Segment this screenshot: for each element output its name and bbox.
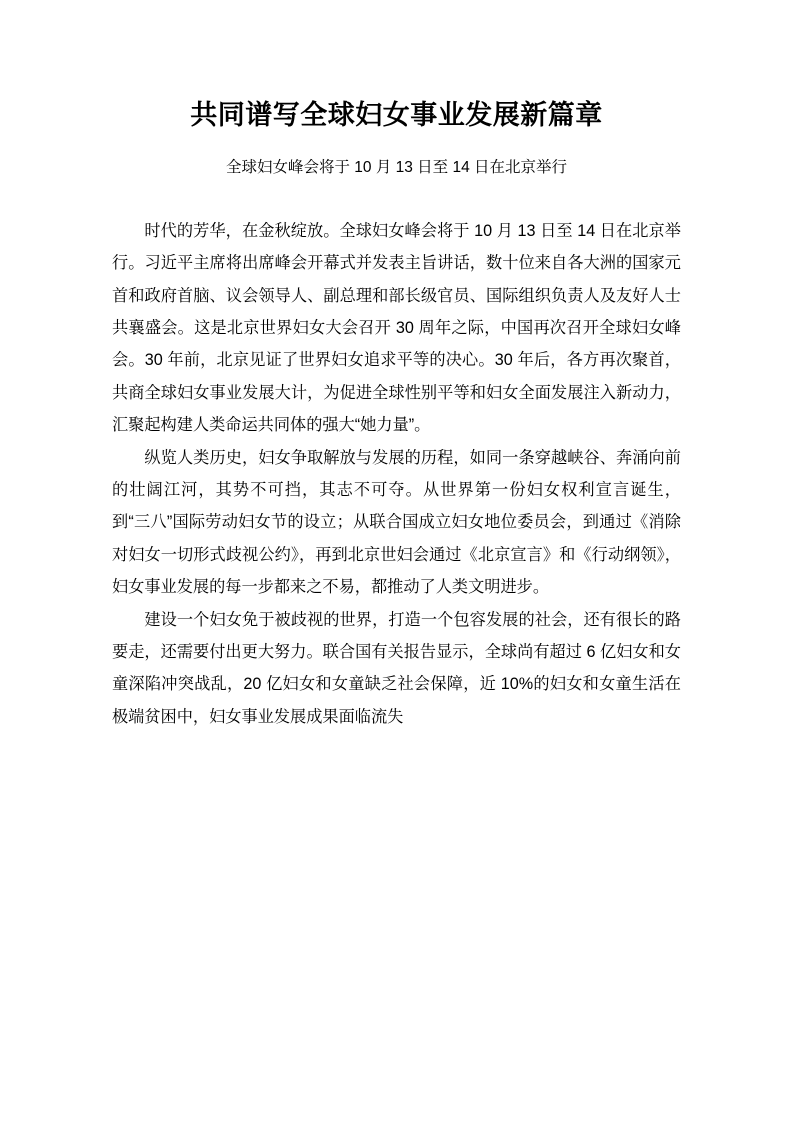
page-title: 共同谱写全球妇女事业发展新篇章 bbox=[190, 100, 603, 130]
body-paragraph: 纵览人类历史，妇女争取解放与发展的历程，如同一条穿越峡谷、奔涌向前的壮阔江河，其势不可挡，其志不可夺。从世界第一份妇女权利宣言诞生，到“三八”国际劳动妇女节的设立；从联合国成立妇女地位委员会，到通过《消除对妇女一切形式歧视公约》，再到北京世妇会通过《北京宣言》和《行动纲领》，妇女事业发展的每一步都来之不易，都推动了人类文明进步。 bbox=[112, 448, 681, 597]
body-paragraph: 建设一个妇女免于被歧视的世界，打造一个包容发展的社会，还有很长的路要走，还需要付出更大努力。联合国有关报告显示，全球尚有超过 6 亿妇女和女童深陷冲突战乱，20 亿妇女和女童缺乏社会保障，近 10%的妇女和女童生活在极端贫困中，妇女事业发展成果面临流失 bbox=[112, 610, 681, 726]
body-paragraph: 时代的芳华，在金秋绽放。全球妇女峰会将于 10 月 13 日至 14 日在北京举行。习近平主席将出席峰会开幕式并发表主旨讲话，数十位来自各大洲的国家元首和政府首脑、议会领导人、副总理和部长级官员、国际组织负责人及友好人士共襄盛会。这是北京世界妇女大会召开 30 周年之际，中国再次召开全球妇女峰会。30 年前，北京见证了世界妇女追求平等的决心。30 年后，各方再次聚首，共商全球妇女事业发展大计，为促进全球性别平等和妇女全面发展注入新动力，汇聚起构建人类命运共同体的强大“她力量”。 bbox=[112, 221, 681, 435]
document-body bbox=[112, 179, 681, 734]
page-subtitle: 全球妇女峰会将于 10 月 13 日至 14 日在北京举行 bbox=[225, 159, 568, 177]
